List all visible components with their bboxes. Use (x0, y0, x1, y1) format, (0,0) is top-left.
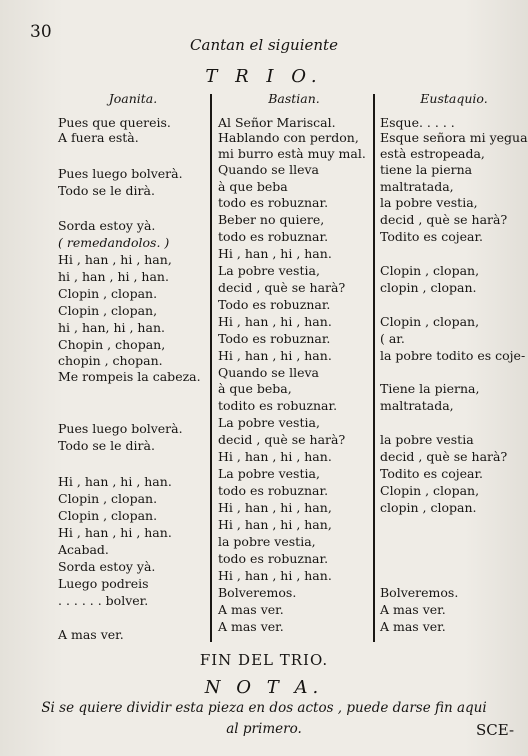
verse-line: Pues luego bolverà. (58, 421, 183, 436)
verse-line: Luego podreis (58, 576, 149, 591)
verse-line: ( ar. (380, 331, 405, 346)
verse-line: La pobre vestia, (218, 263, 320, 278)
verse-line: Hablando con perdon, (218, 130, 359, 145)
note-text: al primero. (226, 721, 302, 737)
verse-line: chopin , chopan. (58, 353, 163, 368)
verse-line: Clopin , clopan. (58, 491, 158, 506)
verse-line: Hi , han , hi , han. (218, 348, 332, 363)
verse-line: Todito es cojear. (380, 229, 484, 244)
verse-line: tiene la pierna (380, 162, 473, 177)
column-heading: Eustaquio. (420, 91, 488, 106)
verse-line: la pobre vestia (380, 432, 474, 447)
verse-line: Bolveremos. (380, 585, 459, 600)
verse-line: decid , què se harà? (218, 280, 346, 295)
verse-line: à que beba (218, 179, 288, 194)
section-title: T R I O. (205, 66, 323, 87)
verse-line: Quando se lleva (218, 162, 319, 177)
verse-line: Hi , han , hi , han. (58, 474, 172, 489)
header-line: Cantan el siguiente (190, 36, 338, 54)
verse-line: Hi , han , hi , han. (58, 525, 172, 540)
verse-line: Todo se le dirà. (58, 183, 155, 198)
end-of-trio: FIN DEL TRIO. (199, 651, 329, 669)
verse-line: mi burro està muy mal. (218, 146, 366, 161)
verse-line: la pobre vestia, (380, 195, 478, 210)
verse-line: clopin , clopan. (380, 280, 477, 295)
note-title: N O T A. (204, 677, 324, 698)
verse-line: maltratada, (380, 398, 454, 413)
verse-line: Sorda estoy yà. (58, 218, 156, 233)
column-divider (373, 94, 375, 642)
verse-line: A mas ver. (58, 627, 124, 642)
verse-line: Clopin , clopan, (380, 314, 480, 329)
verse-line: està estropeada, (380, 146, 485, 161)
verse-line: la pobre todito es coje- (380, 348, 526, 363)
verse-line: Chopin , chopan, (58, 337, 166, 352)
verse-line: Bolveremos. (218, 585, 297, 600)
verse-line: A mas ver. (218, 602, 284, 617)
column-eustaquio (380, 91, 528, 634)
verse-line: Hi , han , hi , han. (218, 246, 332, 261)
verse-line: Clopin , clopan, (58, 303, 158, 318)
verse-line: ( remedandolos. ) (58, 235, 170, 250)
verse-line: decid , què se harà? (380, 449, 508, 464)
verse-line: Hi , han , hi , han. (218, 314, 332, 329)
verse-line: Beber no quiere, (218, 212, 325, 227)
verse-line: à que beba, (218, 381, 292, 396)
verse-line: todito es robuznar. (218, 398, 338, 413)
verse-line: La pobre vestia, (218, 415, 320, 430)
verse-line: hi , han, hi , han. (58, 320, 165, 335)
verse-line: maltratada, (380, 179, 454, 194)
verse-line: Hi , han , hi , han. (218, 449, 332, 464)
verse-line: todo es robuznar. (218, 229, 329, 244)
verse-line: la pobre vestia, (218, 534, 316, 549)
verse-line: Todo es robuznar. (218, 331, 331, 346)
verse-line: La pobre vestia, (218, 466, 320, 481)
verse-line: Pues que quereis. (58, 115, 171, 130)
verse-line: Pues luego bolverà. (58, 166, 183, 181)
verse-line: Esque señora mi yegua (380, 130, 528, 145)
verse-line: Todo se le dirà. (58, 438, 155, 453)
catchword: SCE- (476, 721, 515, 739)
verse-line: hi , han , hi , han. (58, 269, 169, 284)
verse-line: Todito es cojear. (380, 466, 484, 481)
verse-line: Esque. . . . . (380, 115, 455, 130)
verse-line: Hi , han , hi , han, (218, 517, 332, 532)
verse-line: Clopin , clopan, (380, 483, 480, 498)
verse-line: Tiene la pierna, (380, 381, 480, 396)
verse-line: Clopin , clopan. (58, 286, 158, 301)
verse-line: Me rompeis la cabeza. (58, 369, 201, 384)
column-heading: Joanita. (108, 91, 158, 106)
verse-line: Hi , han , hi , han. (218, 568, 332, 583)
verse-line: . . . . . . bolver. (58, 593, 149, 608)
column-heading: Bastian. (268, 91, 320, 106)
verse-line: clopin , clopan. (380, 500, 477, 515)
verse-line: A mas ver. (380, 619, 446, 634)
verse-line: decid , què se harà? (380, 212, 508, 227)
verse-line: A fuera està. (58, 130, 139, 145)
verse-line: decid , què se harà? (218, 432, 346, 447)
verse-line: Hi , han , hi , han, (58, 252, 172, 267)
verse-line: todo es robuznar. (218, 195, 329, 210)
verse-line: Al Señor Mariscal. (218, 115, 336, 130)
verse-line: Todo es robuznar. (218, 297, 331, 312)
verse-line: Clopin , clopan, (380, 263, 480, 278)
verse-line: A mas ver. (380, 602, 446, 617)
verse-line: Hi , han , hi , han, (218, 500, 332, 515)
column-joanita (58, 91, 208, 642)
verse-line: Sorda estoy yà. (58, 559, 156, 574)
note-text: Si se quiere dividir esta pieza en dos actos , puede darse fin aqui (41, 700, 487, 716)
verse-line: Clopin , clopan. (58, 508, 158, 523)
column-bastian (218, 91, 370, 634)
verse-line: todo es robuznar. (218, 483, 329, 498)
verse-line: Acabad. (58, 542, 109, 557)
page-number: 30 (30, 22, 52, 42)
column-divider (210, 94, 212, 642)
verse-line: A mas ver. (218, 619, 284, 634)
verse-line: Quando se lleva (218, 365, 319, 380)
verse-line: todo es robuznar. (218, 551, 329, 566)
